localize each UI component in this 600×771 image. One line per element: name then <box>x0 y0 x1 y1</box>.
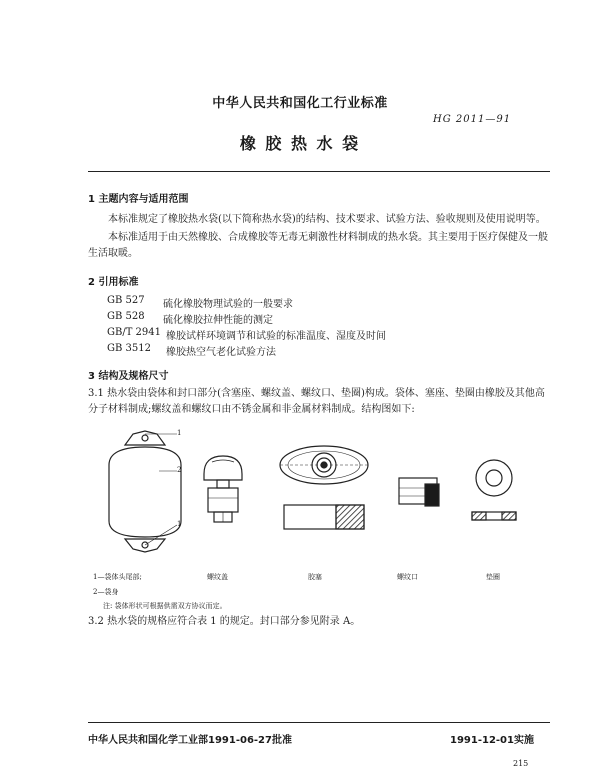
org-standard-title: 中华人民共和国化工行业标准 <box>212 96 388 111</box>
section3-heading: 3 结构及规格尺寸 <box>88 371 169 382</box>
header-divider <box>88 171 550 172</box>
caption-threaded-cap: 螺纹盖 <box>207 573 228 581</box>
hot-water-bag-figure <box>95 425 195 555</box>
legend-1: 1—袋体头尾部; <box>93 573 142 581</box>
ref-code: GB 528 <box>107 311 145 322</box>
page-number: 215 <box>513 759 529 768</box>
plug-seat-figure <box>278 435 370 535</box>
ref-title: 橡胶试样环境调节和试验的标准温度、湿度及时间 <box>166 331 386 342</box>
figure-note: 注: 袋体形状可根据供需双方协议而定。 <box>103 602 227 610</box>
legend-2: 2—袋身 <box>93 588 119 596</box>
ref-code: GB 527 <box>107 295 145 306</box>
ref-title: 硫化橡胶物理试验的一般要求 <box>163 299 293 310</box>
section3-para-3-2: 3.2 热水袋的规格应符合表 1 的规定。封口部分参见附录 A。 <box>88 616 361 627</box>
ref-code: GB/T 2941 <box>107 327 162 338</box>
standard-code: HG 2011—91 <box>433 114 512 125</box>
caption-rubber-plug: 胶塞 <box>308 573 322 581</box>
footer-divider <box>88 722 550 723</box>
callout-1-bottom: 1 <box>177 520 182 528</box>
caption-threaded-mouth: 螺纹口 <box>397 573 418 581</box>
section1-para2: 本标准适用于由天然橡胶、合成橡胶等无毒无刺激性材料制成的热水袋。其主要用于医疗保健及一般生活取暖。 <box>88 232 548 259</box>
washer-figure <box>468 458 520 526</box>
caption-washer: 垫圈 <box>486 573 500 581</box>
section2-heading: 2 引用标准 <box>88 277 139 288</box>
approval-text: 中华人民共和国化学工业部1991-06-27批准 <box>88 735 292 746</box>
threaded-mouth-figure <box>395 470 445 510</box>
threaded-cap-figure <box>198 452 248 532</box>
ref-title: 橡胶热空气老化试验方法 <box>166 347 276 358</box>
ref-title: 硫化橡胶拉伸性能的测定 <box>163 315 273 326</box>
document-title: 橡 胶 热 水 袋 <box>239 134 361 153</box>
section1-heading: 1 主题内容与适用范围 <box>88 194 189 205</box>
callout-2: 2 <box>177 466 182 474</box>
section3-para-3-1: 3.1 热水袋由袋体和封口部分(含塞座、螺纹盖、螺纹口、垫圈)构成。袋体、塞座、垫圈由橡胶及其他高分子材料制成;螺纹盖和螺纹口由不锈金属和非金属材料制成。结构图如下: <box>88 388 545 415</box>
effective-date: 1991-12-01实施 <box>450 735 534 746</box>
section1-para1: 本标准规定了橡胶热水袋(以下简称热水袋)的结构、技术要求、试验方法、验收规则及使用说明等。 <box>108 214 546 225</box>
ref-code: GB 3512 <box>107 343 151 354</box>
callout-1-top: 1 <box>177 429 182 437</box>
